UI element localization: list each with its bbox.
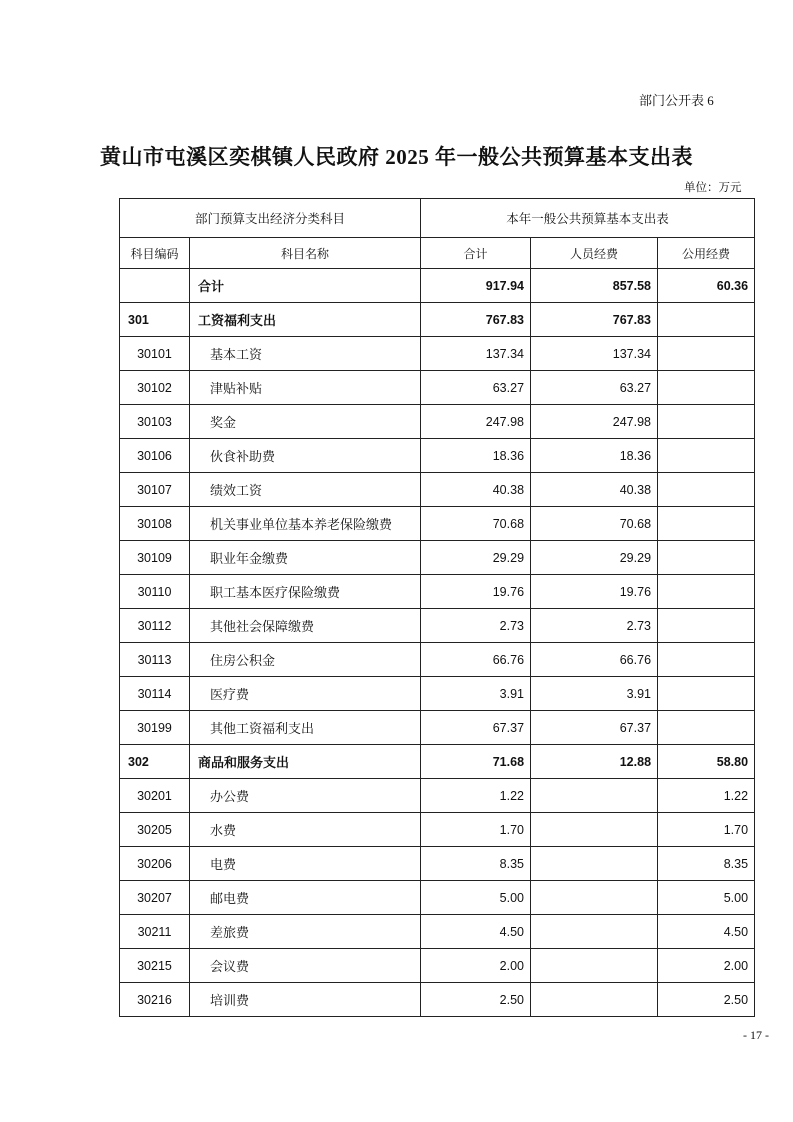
header-group-row xyxy=(120,199,755,238)
row-public: 2.50 xyxy=(658,983,755,1017)
table-row xyxy=(120,745,755,779)
row-personnel xyxy=(531,813,658,847)
page-number: - 17 - xyxy=(743,1028,769,1042)
row-code: 30114 xyxy=(120,677,190,711)
row-total: 8.35 xyxy=(421,847,531,881)
row-name: 津贴补贴 xyxy=(190,371,421,405)
row-total: 4.50 xyxy=(421,915,531,949)
row-public: 2.00 xyxy=(658,949,755,983)
row-public xyxy=(658,405,755,439)
row-name: 办公费 xyxy=(190,779,421,813)
row-code: 30106 xyxy=(120,439,190,473)
row-public xyxy=(658,303,755,337)
table-row xyxy=(120,609,755,643)
table-row xyxy=(120,813,755,847)
table-row xyxy=(120,541,755,575)
row-public xyxy=(658,711,755,745)
row-personnel: 137.34 xyxy=(531,337,658,371)
row-personnel: 66.76 xyxy=(531,643,658,677)
row-name: 伙食补助费 xyxy=(190,439,421,473)
row-personnel: 12.88 xyxy=(531,745,658,779)
row-public xyxy=(658,439,755,473)
row-name: 合计 xyxy=(190,269,421,303)
row-name: 奖金 xyxy=(190,405,421,439)
row-personnel: 767.83 xyxy=(531,303,658,337)
row-code: 30109 xyxy=(120,541,190,575)
row-code: 302 xyxy=(120,745,190,779)
row-code: 30206 xyxy=(120,847,190,881)
table-row xyxy=(120,575,755,609)
row-personnel: 63.27 xyxy=(531,371,658,405)
header-total: 合计 xyxy=(421,238,531,269)
page-title: 黄山市屯溪区奕棋镇人民政府 2025 年一般公共预算基本支出表 xyxy=(100,145,693,169)
row-total: 71.68 xyxy=(421,745,531,779)
row-public xyxy=(658,337,755,371)
row-code: 30103 xyxy=(120,405,190,439)
row-total: 5.00 xyxy=(421,881,531,915)
row-total: 63.27 xyxy=(421,371,531,405)
row-name: 会议费 xyxy=(190,949,421,983)
row-personnel: 67.37 xyxy=(531,711,658,745)
row-code: 30205 xyxy=(120,813,190,847)
table-row xyxy=(120,711,755,745)
table-row xyxy=(120,677,755,711)
row-personnel: 19.76 xyxy=(531,575,658,609)
table-row xyxy=(120,983,755,1017)
row-public xyxy=(658,541,755,575)
row-name: 工资福利支出 xyxy=(190,303,421,337)
row-public: 1.70 xyxy=(658,813,755,847)
header-code: 科目编码 xyxy=(120,238,190,269)
row-public: 60.36 xyxy=(658,269,755,303)
header-name: 科目名称 xyxy=(190,238,421,269)
row-code: 30108 xyxy=(120,507,190,541)
row-personnel: 247.98 xyxy=(531,405,658,439)
row-name: 电费 xyxy=(190,847,421,881)
header-left-group: 部门预算支出经济分类科目 xyxy=(120,199,421,238)
row-public xyxy=(658,643,755,677)
row-total: 3.91 xyxy=(421,677,531,711)
table-row xyxy=(120,269,755,303)
row-public xyxy=(658,507,755,541)
table-row xyxy=(120,439,755,473)
row-code: 30102 xyxy=(120,371,190,405)
row-code: 30113 xyxy=(120,643,190,677)
row-personnel: 29.29 xyxy=(531,541,658,575)
row-personnel: 2.73 xyxy=(531,609,658,643)
row-code xyxy=(120,269,190,303)
table-row xyxy=(120,507,755,541)
row-public: 8.35 xyxy=(658,847,755,881)
row-total: 2.00 xyxy=(421,949,531,983)
row-public: 58.80 xyxy=(658,745,755,779)
table-row xyxy=(120,643,755,677)
row-name: 水费 xyxy=(190,813,421,847)
header-right-group: 本年一般公共预算基本支出表 xyxy=(421,199,755,238)
row-public: 4.50 xyxy=(658,915,755,949)
row-name: 商品和服务支出 xyxy=(190,745,421,779)
row-code: 30199 xyxy=(120,711,190,745)
table-row xyxy=(120,949,755,983)
row-total: 18.36 xyxy=(421,439,531,473)
table-row xyxy=(120,881,755,915)
row-total: 247.98 xyxy=(421,405,531,439)
row-personnel xyxy=(531,847,658,881)
row-name: 培训费 xyxy=(190,983,421,1017)
row-name: 其他社会保障缴费 xyxy=(190,609,421,643)
table-row xyxy=(120,847,755,881)
row-code: 30101 xyxy=(120,337,190,371)
row-public xyxy=(658,575,755,609)
row-personnel xyxy=(531,779,658,813)
unit-label: 单位：万元 xyxy=(684,182,742,194)
table-row xyxy=(120,915,755,949)
row-total: 2.50 xyxy=(421,983,531,1017)
row-code: 301 xyxy=(120,303,190,337)
table-row xyxy=(120,405,755,439)
row-code: 30107 xyxy=(120,473,190,507)
header-column-row xyxy=(120,238,755,269)
row-code: 30201 xyxy=(120,779,190,813)
row-code: 30211 xyxy=(120,915,190,949)
row-total: 767.83 xyxy=(421,303,531,337)
row-code: 30112 xyxy=(120,609,190,643)
row-name: 邮电费 xyxy=(190,881,421,915)
budget-table xyxy=(119,198,755,1017)
row-personnel: 18.36 xyxy=(531,439,658,473)
row-total: 1.22 xyxy=(421,779,531,813)
table-row xyxy=(120,473,755,507)
row-name: 差旅费 xyxy=(190,915,421,949)
doc-label: 部门公开表 6 xyxy=(639,93,714,108)
row-total: 137.34 xyxy=(421,337,531,371)
row-total: 70.68 xyxy=(421,507,531,541)
row-public: 5.00 xyxy=(658,881,755,915)
row-total: 917.94 xyxy=(421,269,531,303)
row-personnel: 3.91 xyxy=(531,677,658,711)
row-total: 29.29 xyxy=(421,541,531,575)
row-code: 30215 xyxy=(120,949,190,983)
row-public xyxy=(658,371,755,405)
row-name: 其他工资福利支出 xyxy=(190,711,421,745)
row-total: 19.76 xyxy=(421,575,531,609)
header-personnel: 人员经费 xyxy=(531,238,658,269)
row-name: 职工基本医疗保险缴费 xyxy=(190,575,421,609)
row-code: 30207 xyxy=(120,881,190,915)
row-personnel: 857.58 xyxy=(531,269,658,303)
table-row xyxy=(120,371,755,405)
row-personnel xyxy=(531,915,658,949)
table-row xyxy=(120,779,755,813)
row-personnel xyxy=(531,983,658,1017)
row-name: 住房公积金 xyxy=(190,643,421,677)
header-public: 公用经费 xyxy=(658,238,755,269)
row-total: 67.37 xyxy=(421,711,531,745)
row-name: 医疗费 xyxy=(190,677,421,711)
row-total: 1.70 xyxy=(421,813,531,847)
row-personnel: 70.68 xyxy=(531,507,658,541)
row-personnel: 40.38 xyxy=(531,473,658,507)
row-public: 1.22 xyxy=(658,779,755,813)
row-name: 基本工资 xyxy=(190,337,421,371)
row-public xyxy=(658,677,755,711)
row-total: 40.38 xyxy=(421,473,531,507)
row-personnel xyxy=(531,949,658,983)
row-code: 30110 xyxy=(120,575,190,609)
row-total: 2.73 xyxy=(421,609,531,643)
row-name: 绩效工资 xyxy=(190,473,421,507)
row-code: 30216 xyxy=(120,983,190,1017)
row-personnel xyxy=(531,881,658,915)
row-name: 机关事业单位基本养老保险缴费 xyxy=(190,507,421,541)
row-public xyxy=(658,473,755,507)
row-total: 66.76 xyxy=(421,643,531,677)
row-name: 职业年金缴费 xyxy=(190,541,421,575)
table-row xyxy=(120,337,755,371)
table-row xyxy=(120,303,755,337)
row-public xyxy=(658,609,755,643)
